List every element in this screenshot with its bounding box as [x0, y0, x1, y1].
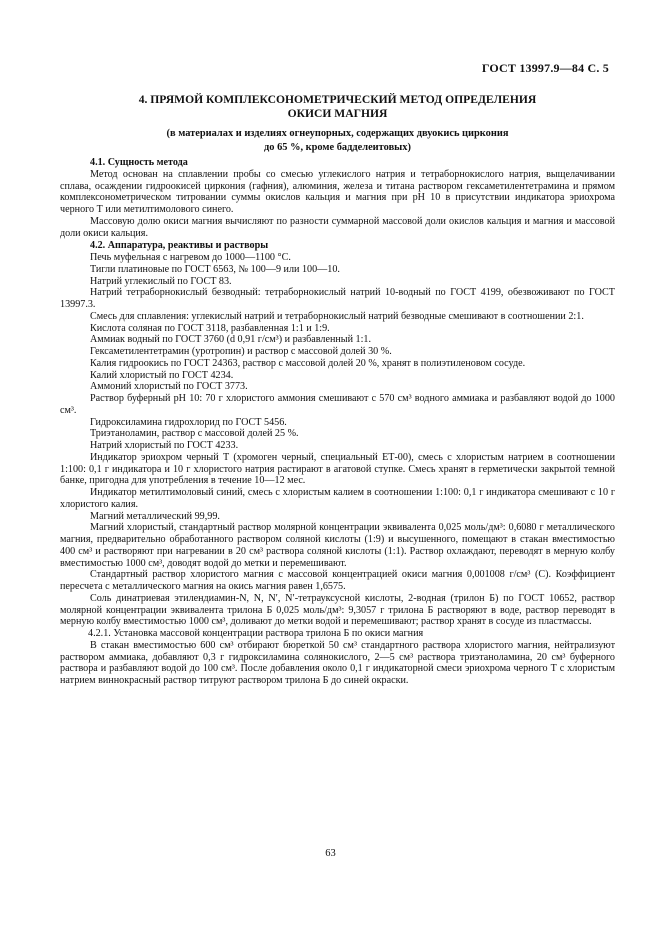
- paragraph: Калия гидроокись по ГОСТ 24363, раствор с массовой долей 20 %, хранят в полиэтиленовом сосуде.: [90, 357, 526, 369]
- subsection-heading: 4.1. Сущность метода: [90, 157, 188, 168]
- paragraph: Натрий углекислый по ГОСТ 83.: [90, 275, 232, 287]
- paragraph: Аммоний хлористый по ГОСТ 3773.: [90, 381, 248, 393]
- paragraph: Индикатор эриохром черный Т (хромоген черный, специальный ЕТ-00), смесь с хлористым натрием в соотношении 1:100: 0,1 г индикатора и 10 г хлористого натрия растирают в агатовой ступке. Смесь хранят в герметически закрытой темной банке, пригодна для употребления в течение 10—12 мес.: [60, 451, 615, 487]
- paragraph: Натрий хлористый по ГОСТ 4233.: [90, 440, 239, 451]
- paragraph: Кислота соляная по ГОСТ 3118, разбавленная 1:1 и 1:9.: [90, 322, 330, 334]
- paragraph: Триэтаноламин, раствор с массовой долей 25 %.: [90, 428, 299, 440]
- paragraph: В стакан вместимостью 600 см³ отбирают бюреткой 50 см³ стандартного раствора хлористого магния, нейтрализуют раствором аммиака, добавляют 0,3 г гидроксиламина солянокислого, 2—5 см³ раствора триэтаноламина, 20 см³ буферного раствора и разбавляют водой до 100 см³. После добавления около 0,1 г индикаторной смеси эриохрома черного Т с хлористым натрием виннокрасный раствор титруют раствором трилона Б до синей окраски.: [60, 639, 615, 686]
- paragraph: Индикатор метилтимоловый синий, смесь с хлористым калием в соотношении 1:100: 0,1 г индикатора смешивают с 10 г хлористого калия.: [60, 487, 615, 510]
- section-title-line-1: 4. ПРЯМОЙ КОМПЛЕКСОНОМЕТРИЧЕСКИЙ МЕТОД ОПРЕДЕЛЕНИЯ: [138, 93, 537, 106]
- paragraph: Тигли платиновые по ГОСТ 6563, № 100—9 или 100—10.: [90, 263, 340, 275]
- subsection-heading: 4.2. Аппаратура, реактивы и растворы: [90, 240, 269, 252]
- body-text: [60, 156, 615, 687]
- section-subtitle: [60, 127, 615, 154]
- paragraph: Натрий тетраборнокислый безводный: тетраборнокислый натрий 10-водный по ГОСТ 4199, обезвоживают по ГОСТ 13997.3.: [60, 287, 615, 310]
- section-title-line-2: ОКИСИ МАГНИЯ: [287, 106, 388, 120]
- paragraph: Калий хлористый по ГОСТ 4234.: [90, 369, 234, 381]
- paragraph: Соль динатриевая этилендиамин-N, N, N′, N′-тетрауксусной кислоты, 2-водная (трилон Б) по ГОСТ 10652, раствор молярной концентрации эквивалента трилона Б 0,025 моль/дм³: 9,3057 г трилона Б растворяют в воде, раствор переводят в мерную колбу вместимостью 1000 см³, доливают до метки водой и перемешивают; раствор хранят в сосуде из пластмассы.: [60, 592, 615, 628]
- page-header: ГОСТ 13997.9—84 С. 5: [481, 61, 609, 75]
- paragraph: Гексаметилентетрамин (уротропин) и раствор с массовой долей 30 %.: [90, 346, 392, 357]
- section-subtitle-line-1: (в материалах и изделиях огнеупорных, содержащих двуокись циркония: [166, 128, 509, 139]
- paragraph: Печь муфельная с нагревом до 1000—1100 °С.: [90, 252, 291, 263]
- paragraph: Магний хлористый, стандартный раствор молярной концентрации эквивалента 0,025 моль/дм³: 0,6080 г металлического магния, предварительно обработанного раствором соляной кислоты (1:9) и высушенного, помещают в стакан вместимостью 400 см³ и растворяют при нагревании в 20 см³ раствора соляной кислоты (1:1). Раствор охлаждают, переводят в мерную колбу вместимостью 1000 см³, доводят водой до метки и перемешивают.: [60, 522, 615, 569]
- paragraph: Раствор буферный рН 10: 70 г хлористого аммония смешивают с 570 см³ водного аммиака и разбавляют водой до 1000 см³.: [60, 393, 615, 416]
- section-subtitle-line-2: до 65 %, кроме бадделеитовых): [264, 141, 411, 153]
- page-number: 63: [325, 848, 336, 859]
- paragraph: Аммиак водный по ГОСТ 3760 (d 0,91 г/см³) и разбавленный 1:1.: [90, 334, 372, 346]
- section-title: [60, 93, 615, 120]
- paragraph: Магний металлический 99,99.: [90, 510, 220, 522]
- paragraph: Смесь для сплавления: углекислый натрий и тетраборнокислый натрий безводные смешивают в соотношении 2:1.: [90, 310, 584, 322]
- paragraph: Метод основан на сплавлении пробы со смесью углекислого натрия и тетраборнокислого натрия, выщелачивании сплава, осаждении гидроокисей циркония (гафния), алюминия, железа и титана раствором гексаметилентетрамина и прямом комплексонометрическом титровании суммы окислов кальция и магния при рН 10 в присутствии индикатора эриохрома черного Т или метилтимолового синего.: [60, 168, 615, 215]
- paragraph: Стандартный раствор хлористого магния с массовой концентрацией окиси магния 0,001008 г/см³ (С). Коэффициент пересчета с металлического магния на окись магния равен 1,6575.: [60, 569, 615, 592]
- paragraph: Массовую долю окиси магния вычисляют по разности суммарной массовой доли окислов кальция и магния и массовой доли окиси кальция.: [60, 215, 615, 239]
- paragraph: Гидроксиламина гидрохлорид по ГОСТ 5456.: [90, 416, 287, 428]
- subsection-heading: 4.2.1. Установка массовой концентрации раствора трилона Б по окиси магния: [88, 628, 424, 639]
